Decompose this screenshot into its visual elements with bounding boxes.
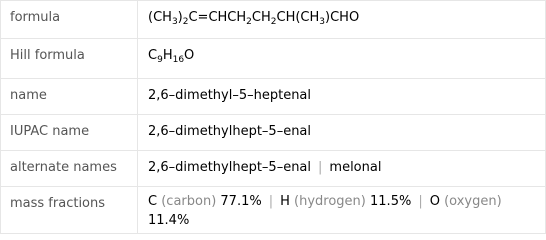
alternate-names-value (138, 151, 546, 187)
iupac-name-label: IUPAC name (1, 115, 138, 151)
element-name: (oxygen) (444, 194, 502, 209)
element-symbol: H (280, 194, 290, 209)
element-symbol: O (429, 194, 440, 209)
formula-subscript: 2 (182, 17, 189, 27)
formula-subscript: 3 (171, 17, 178, 27)
hill-part: H (162, 48, 173, 63)
mass-percent: 11.5% (370, 194, 412, 209)
hill-subscript: 9 (157, 55, 163, 65)
name-row (1, 79, 546, 115)
hill-subscript: 16 (172, 55, 185, 65)
mass-fractions-value (138, 187, 546, 234)
mass-fractions-row (1, 187, 546, 234)
hill-formula-value (138, 39, 546, 79)
formula-row (1, 1, 546, 39)
hill-formula-label: Hill formula (1, 39, 138, 79)
formula-part: C=CHCH (188, 10, 247, 25)
name-label: name (1, 79, 138, 115)
hill-formula-row (1, 39, 546, 79)
hill-part: O (184, 48, 195, 63)
element-name: (carbon) (161, 194, 217, 209)
alternate-names-row (1, 151, 546, 187)
formula-part: )CHO (325, 10, 360, 25)
iupac-name-row (1, 115, 546, 151)
formula-part: ) (177, 10, 183, 25)
formula-label: formula (1, 1, 138, 39)
iupac-name-value: 2,6–dimethylhept–5–enal (138, 115, 546, 151)
formula-part: (CH (148, 10, 172, 25)
formula-subscript: 3 (319, 17, 326, 27)
formula-value (138, 1, 546, 39)
separator: | (418, 194, 423, 209)
separator: | (268, 194, 274, 209)
alternate-name: melonal (329, 160, 382, 175)
separator: | (318, 160, 323, 175)
alternate-name: 2,6–dimethylhept–5–enal (148, 160, 312, 175)
element-name: (hydrogen) (294, 194, 366, 209)
formula-part: CH (251, 10, 271, 25)
mass-percent: 11.4% (148, 213, 190, 228)
name-value: 2,6–dimethyl–5–heptenal (138, 79, 546, 115)
formula-part: CH(CH (276, 10, 320, 25)
mass-percent: 77.1% (220, 194, 262, 209)
formula-subscript: 2 (270, 17, 277, 27)
alternate-names-label: alternate names (1, 151, 138, 187)
hill-part: C (148, 48, 158, 63)
element-symbol: C (148, 194, 158, 209)
mass-fractions-label: mass fractions (1, 187, 138, 234)
formula-subscript: 2 (246, 17, 252, 27)
